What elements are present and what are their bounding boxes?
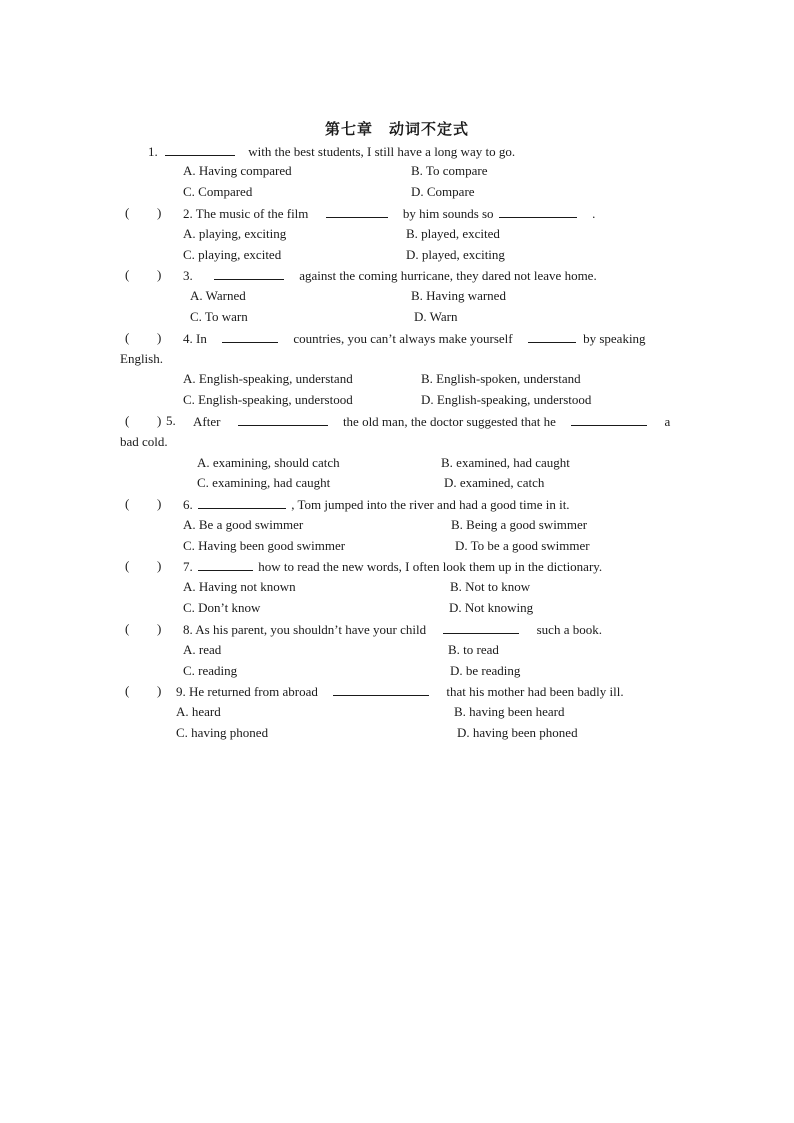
option-a: A. examining, should catch — [197, 455, 340, 470]
option-c: C. Compared — [183, 184, 253, 199]
answer-blank[interactable] — [198, 496, 286, 509]
option-b: B. having been heard — [454, 704, 565, 719]
question-text: against the coming hurricane, they dared not leave home. — [299, 268, 597, 283]
answer-paren-open: ( — [125, 621, 130, 636]
option-d: D. To be a good swimmer — [455, 538, 590, 553]
option-a: A. playing, exciting — [183, 226, 287, 241]
answer-blank[interactable] — [326, 205, 388, 218]
question-continuation: English. — [120, 351, 163, 366]
option-c: C. English-speaking, understood — [183, 392, 353, 407]
option-b: B. To compare — [411, 163, 488, 178]
question-text: the old man, the doctor suggested that he — [342, 414, 556, 429]
answer-paren-open: ( — [125, 267, 130, 282]
question-text-start: After — [193, 414, 221, 429]
option-d: D. be reading — [450, 663, 521, 678]
option-b: B. Being a good swimmer — [451, 517, 588, 532]
option-c: C. Don’t know — [183, 600, 261, 615]
question-4 — [183, 330, 646, 347]
question-prefix: 4. In — [183, 331, 207, 346]
option-c: C. playing, excited — [183, 247, 282, 262]
option-a: A. heard — [176, 704, 221, 719]
question-8 — [183, 621, 602, 638]
option-b: B. examined, had caught — [441, 455, 570, 470]
option-c: C. having phoned — [176, 725, 269, 740]
question-text: , Tom jumped into the river and had a good time in it. — [291, 497, 570, 512]
question-5-number: 5. — [166, 413, 176, 428]
question-9 — [176, 683, 624, 700]
question-text: how to read the new words, I often look them up in the dictionary. — [258, 559, 603, 574]
answer-paren-open: ( — [125, 330, 130, 345]
question-prefix: 8. As his parent, you shouldn’t have your child — [183, 622, 427, 637]
answer-paren-open: ( — [125, 205, 130, 220]
question-text: by him sounds so — [402, 206, 494, 221]
question-text-end: by speaking — [583, 331, 646, 346]
option-b: B. Not to know — [450, 579, 531, 594]
option-c: C. reading — [183, 663, 238, 678]
option-d: D. Warn — [414, 309, 458, 324]
option-d: D. played, exciting — [406, 247, 505, 262]
option-a: A. Having not known — [183, 579, 296, 594]
option-b: B. Having warned — [411, 288, 506, 303]
answer-paren-open: ( — [125, 558, 130, 573]
answer-blank[interactable] — [333, 683, 429, 696]
option-a: A. Be a good swimmer — [183, 517, 304, 532]
answer-paren-close: ) — [157, 330, 162, 345]
answer-blank[interactable] — [214, 267, 284, 280]
answer-blank[interactable] — [499, 205, 577, 218]
answer-paren-close: ) — [157, 205, 162, 220]
answer-paren-close: ) — [157, 683, 162, 698]
question-prefix: 6. — [183, 497, 193, 512]
option-b: B. English-spoken, understand — [421, 371, 581, 386]
answer-blank[interactable] — [443, 621, 519, 634]
option-d: D. Compare — [411, 184, 475, 199]
question-prefix: 1. — [148, 144, 158, 159]
option-a: A. read — [183, 642, 222, 657]
question-continuation: bad cold. — [120, 434, 168, 449]
answer-paren-close: ) — [157, 621, 162, 636]
question-5 — [193, 413, 670, 430]
option-a: A. English-speaking, understand — [183, 371, 353, 386]
question-text-end: a — [664, 414, 671, 429]
answer-blank[interactable] — [528, 330, 576, 343]
answer-paren-close: ) — [157, 267, 162, 282]
question-6 — [183, 496, 570, 513]
option-d: D. Not knowing — [449, 600, 534, 615]
answer-paren-open: ( — [125, 413, 130, 428]
option-b: B. played, excited — [406, 226, 500, 241]
answer-blank[interactable] — [198, 558, 253, 571]
question-text-end: . — [592, 206, 596, 221]
question-1 — [148, 143, 515, 160]
answer-paren-open: ( — [125, 683, 130, 698]
option-b: B. to read — [448, 642, 499, 657]
option-c: C. To warn — [190, 309, 248, 324]
question-text: such a book. — [536, 622, 602, 637]
option-d: D. having been phoned — [457, 725, 578, 740]
option-c: C. Having been good swimmer — [183, 538, 346, 553]
answer-paren-close: ) — [157, 558, 162, 573]
option-d: D. English-speaking, understood — [421, 392, 592, 407]
question-text: that his mother had been badly ill. — [446, 684, 624, 699]
question-2 — [183, 205, 595, 222]
answer-blank[interactable] — [222, 330, 278, 343]
question-3 — [183, 267, 597, 284]
question-text: countries, you can’t always make yourself — [293, 331, 513, 346]
answer-paren-close: ) — [157, 496, 162, 511]
question-7 — [183, 558, 602, 575]
question-prefix: 2. The music of the film — [183, 206, 309, 221]
answer-blank[interactable] — [238, 413, 328, 426]
option-a: A. Warned — [190, 288, 246, 303]
option-a: A. Having compared — [183, 163, 292, 178]
answer-blank[interactable] — [571, 413, 647, 426]
question-prefix: 9. He returned from abroad — [176, 684, 318, 699]
question-text: with the best students, I still have a long way to go. — [248, 144, 516, 159]
page-title: 第七章 动词不定式 — [324, 120, 469, 138]
option-d: D. examined, catch — [444, 475, 545, 490]
answer-paren-open: ( — [125, 496, 130, 511]
question-prefix: 3. — [183, 268, 193, 283]
question-prefix: 7. — [183, 559, 193, 574]
answer-blank[interactable] — [165, 143, 235, 156]
answer-paren-close: ) — [157, 413, 162, 428]
option-c: C. examining, had caught — [197, 475, 331, 490]
